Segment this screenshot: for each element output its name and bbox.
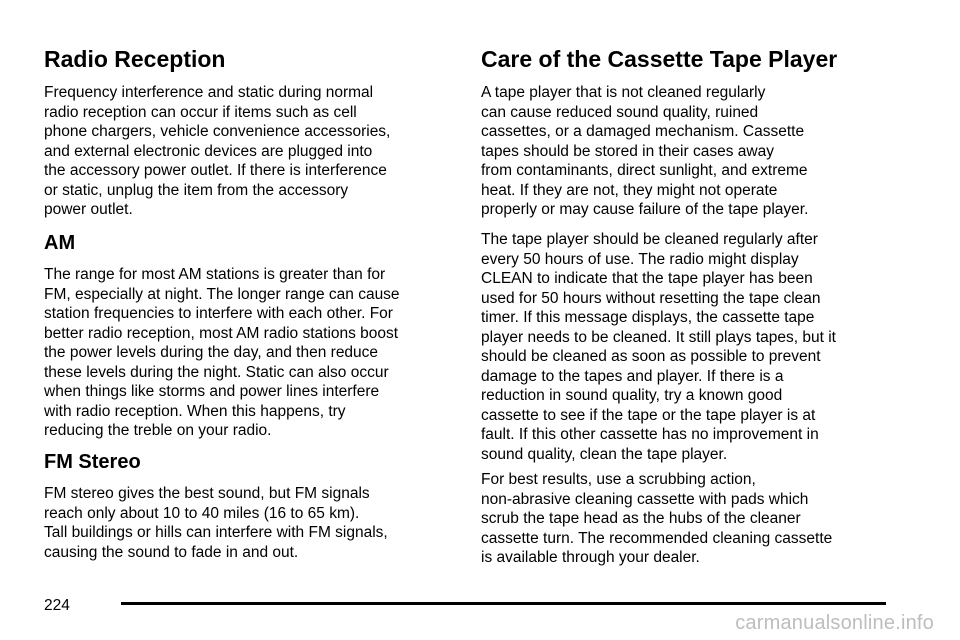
text-line: power outlet. xyxy=(44,201,133,218)
paragraph-fm-stereo xyxy=(44,484,388,562)
text-line: player needs to be cleaned. It still plays tapes, but it xyxy=(481,328,836,346)
paragraph-cassette-care-1 xyxy=(481,83,808,220)
text-line: damage to the tapes and player. If there is a xyxy=(481,367,784,385)
text-line: cassettes, or a damaged mechanism. Cassette xyxy=(481,123,805,140)
text-line: the power levels during the day, and then reduce xyxy=(44,344,379,361)
text-line: with radio reception. When this happens, try xyxy=(44,402,346,420)
text-line: non-abrasive cleaning cassette with pads which xyxy=(481,490,809,508)
text-line: is available through your dealer. xyxy=(481,549,700,566)
text-line: and external electronic devices are plugged into xyxy=(44,142,373,160)
text-line: can cause reduced sound quality, ruined xyxy=(481,103,759,121)
text-line: sound quality, clean the tape player. xyxy=(481,445,728,463)
text-line: cassette to see if the tape or the tape player is at xyxy=(481,406,816,424)
text-line: FM, especially at night. The longer range can cause xyxy=(44,285,400,303)
text-line: CLEAN to indicate that the tape player has been xyxy=(481,270,813,287)
text-line: should be cleaned as soon as possible to prevent xyxy=(481,348,821,365)
text-line: used for 50 hours without resetting the tape clean xyxy=(481,289,821,307)
text-line: Tall buildings or hills can interfere with FM signals, xyxy=(44,524,388,541)
text-line: station frequencies to interfere with each other. For xyxy=(44,305,393,322)
footer-rule xyxy=(121,602,886,605)
text-line: For best results, use a scrubbing action, xyxy=(481,471,756,488)
paragraph-am xyxy=(44,265,400,441)
heading-radio-reception: Radio Reception xyxy=(44,46,226,72)
text-line: A tape player that is not cleaned regularly xyxy=(481,84,766,101)
text-line: better radio reception, most AM radio stations boost xyxy=(44,324,399,342)
text-line: tapes should be stored in their cases away xyxy=(481,142,774,160)
heading-am: AM xyxy=(44,232,76,254)
watermark-text: carmanualsonline.info xyxy=(735,612,934,634)
text-line: The range for most AM stations is greater than for xyxy=(44,266,386,283)
text-line: FM stereo gives the best sound, but FM signals xyxy=(44,485,370,502)
text-line: scrub the tape head as the hubs of the cleaner xyxy=(481,510,801,527)
page-number: 224 xyxy=(44,597,70,614)
text-line: every 50 hours of use. The radio might display xyxy=(481,250,799,268)
paragraph-cassette-care-2 xyxy=(481,230,836,464)
text-line: causing the sound to fade in and out. xyxy=(44,543,299,561)
text-line: when things like storms and power lines interfere xyxy=(44,383,380,400)
paragraph-radio-reception xyxy=(44,83,390,220)
text-line: reach only about 10 to 40 miles (16 to 65 km). xyxy=(44,504,360,522)
text-line: The tape player should be cleaned regularly after xyxy=(481,231,818,248)
text-line: Frequency interference and static during normal xyxy=(44,84,374,101)
text-line: reduction in sound quality, try a known good xyxy=(481,387,783,404)
heading-care-of-cassette-tape-player: Care of the Cassette Tape Player xyxy=(481,46,838,72)
text-line: properly or may cause failure of the tape player. xyxy=(481,201,809,218)
text-line: the accessory power outlet. If there is interference xyxy=(44,162,387,179)
text-line: heat. If they are not, they might not operate xyxy=(481,181,778,199)
text-line: timer. If this message displays, the cassette tape xyxy=(481,309,815,326)
text-line: or static, unplug the item from the accessory xyxy=(44,181,349,199)
text-line: cassette turn. The recommended cleaning cassette xyxy=(481,529,833,547)
text-line: reducing the treble on your radio. xyxy=(44,422,272,439)
text-line: radio reception can occur if items such as cell xyxy=(44,103,357,121)
text-line: from contaminants, direct sunlight, and extreme xyxy=(481,162,808,179)
text-line: phone chargers, vehicle convenience accessories, xyxy=(44,123,391,140)
paragraph-cassette-care-3 xyxy=(481,470,832,568)
heading-fm-stereo: FM Stereo xyxy=(44,451,141,473)
text-line: these levels during the night. Static can also occur xyxy=(44,363,389,381)
text-line: fault. If this other cassette has no improvement in xyxy=(481,426,819,443)
